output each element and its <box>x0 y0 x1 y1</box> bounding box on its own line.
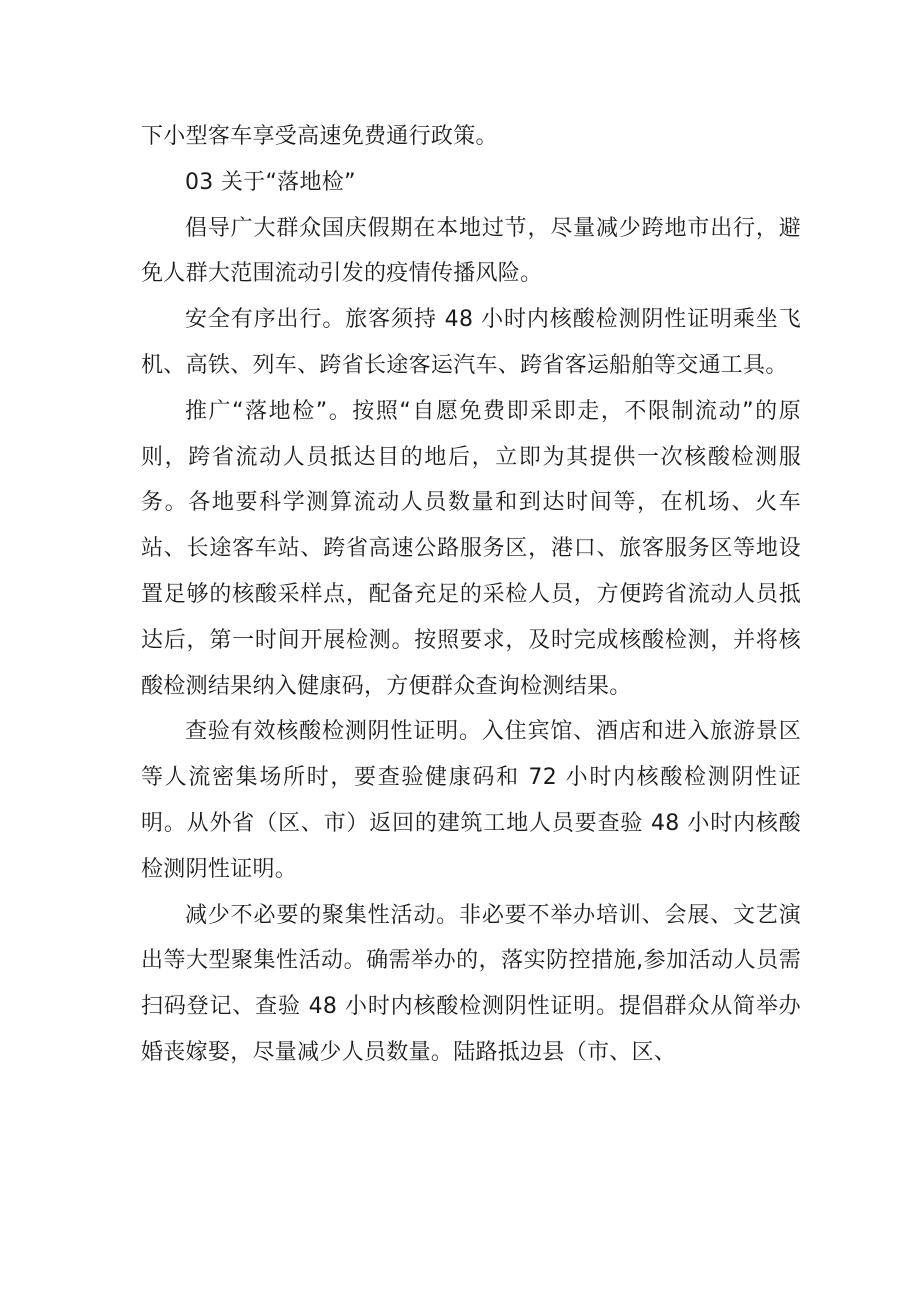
paragraph: 安全有序出行。旅客须持 48 小时内核酸检测阴性证明乘坐飞机、高铁、列车、跨省长途客运汽车、跨省客运船舶等交通工具。 <box>141 307 801 378</box>
paragraph: 查验有效核酸检测阴性证明。入住宾馆、酒店和进入旅游景区等人流密集场所时，要查验健康码和 72 小时内核酸检测阴性证明。从外省（区、市）返回的建筑工地人员要查验 48 小时内核酸检测阴性证明。 <box>141 719 801 882</box>
paragraph: 减少不必要的聚集性活动。非必要不举办培训、会展、文艺演出等大型聚集性活动。确需举办的，落实防控措施,参加活动人员需扫码登记、查验 48 小时内核酸检测阴性证明。提倡群众从简举办婚丧嫁娶，尽量减少人员数量。陆路抵边县（市、区、 <box>141 902 801 1065</box>
paragraph: 倡导广大群众国庆假期在本地过节，尽量减少跨地市出行，避免人群大范围流动引发的疫情传播风险。 <box>141 215 801 287</box>
section-heading: 03 关于“落地检” <box>185 169 356 195</box>
document-body <box>141 114 801 1076</box>
paragraph-continuation: 下小型客车享受高速免费通行政策。 <box>141 124 498 149</box>
paragraph: 推广“落地检”。按照“自愿免费即采即走，不限制流动”的原则，跨省流动人员抵达目的地后，立即为其提供一次核酸检测服务。各地要科学测算流动人员数量和到达时间等，在机场、火车站、长途客车站、跨省高速公路服务区，港口、旅客服务区等地设置足够的核酸采样点，配备充足的采检人员，方便跨省流动人员抵达后，第一时间开展检测。按照要求，及时完成核酸检测，并将核酸检测结果纳入健康码，方便群众查询检测结果。 <box>141 398 801 699</box>
